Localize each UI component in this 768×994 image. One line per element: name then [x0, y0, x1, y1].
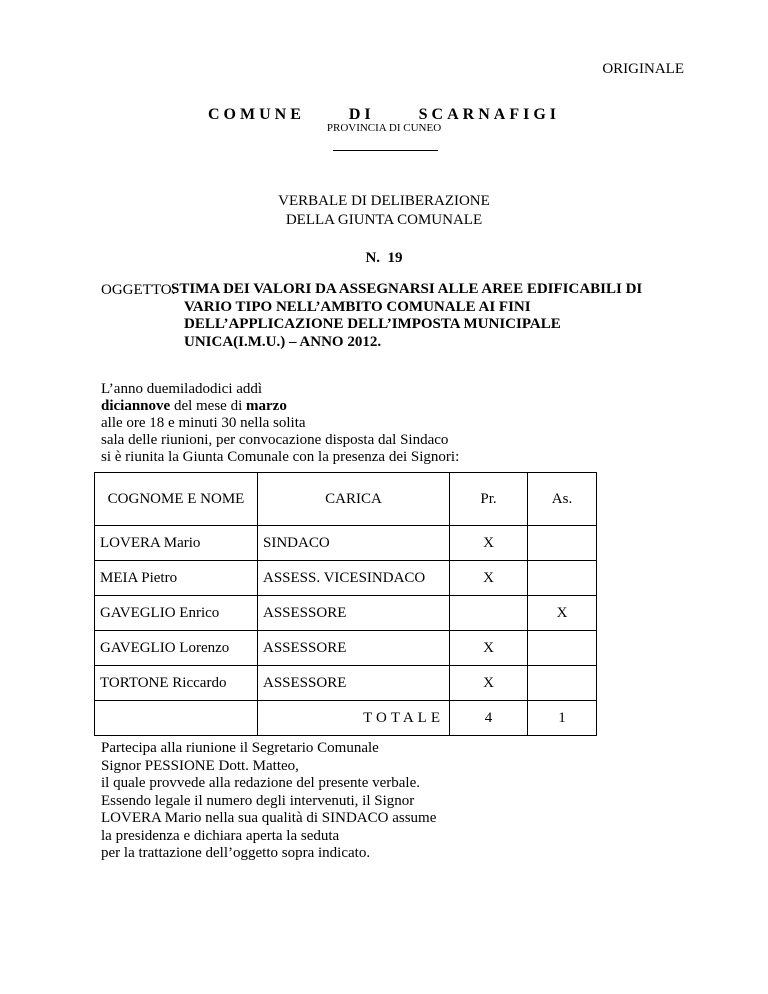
- table-row: [95, 561, 597, 596]
- document-title: [0, 192, 768, 230]
- member-role: ASSESS. VICESINDACO: [258, 561, 450, 596]
- intro-line: si è riunita la Giunta Comunale con la presenza dei Signori:: [101, 449, 460, 465]
- member-present: X: [450, 666, 528, 701]
- member-name: MEIA Pietro: [95, 561, 258, 596]
- total-empty-cell: [95, 701, 258, 736]
- intro-month-prefix: del mese di: [170, 398, 247, 414]
- closing-line: il quale provvede alla redazione del presente verbale.: [101, 775, 421, 791]
- member-name: TORTONE Riccardo: [95, 666, 258, 701]
- header-cell-absent: As.: [528, 473, 597, 526]
- header-cell-name: COGNOME E NOME: [95, 473, 258, 526]
- closing-line: Signor PESSIONE Dott. Matteo,: [101, 757, 299, 774]
- member-role: ASSESSORE: [258, 631, 450, 666]
- member-name: LOVERA Mario: [95, 526, 258, 561]
- meeting-intro: [101, 381, 701, 466]
- member-present: X: [450, 561, 528, 596]
- header-cell-role: CARICA: [258, 473, 450, 526]
- closing-line: Essendo legale il numero degli intervenuti, il Signor: [101, 792, 415, 809]
- total-label: TOTALE: [258, 701, 450, 736]
- header-divider: [333, 150, 438, 151]
- closing-paragraph: [101, 740, 701, 863]
- total-absent: 1: [528, 701, 597, 736]
- total-present: 4: [450, 701, 528, 736]
- member-present: X: [450, 526, 528, 561]
- member-name: GAVEGLIO Lorenzo: [95, 631, 258, 666]
- member-absent: [528, 666, 597, 701]
- member-absent: [528, 526, 597, 561]
- member-role: SINDACO: [258, 526, 450, 561]
- subject-text: [171, 281, 704, 351]
- intro-line: sala delle riunioni, per convocazione disposta dal Sindaco: [101, 432, 449, 448]
- member-absent: [528, 631, 597, 666]
- header-cell-present: Pr.: [450, 473, 528, 526]
- subject-label: OGGETTO:: [101, 282, 176, 298]
- member-present: X: [450, 631, 528, 666]
- member-role: ASSESSORE: [258, 666, 450, 701]
- title-line-2: DELLA GIUNTA COMUNALE: [285, 212, 483, 228]
- member-present: [450, 596, 528, 631]
- member-role: ASSESSORE: [258, 596, 450, 631]
- table-total-row: [95, 701, 597, 736]
- table-row: [95, 631, 597, 666]
- deliberation-number: N. 19: [365, 250, 403, 266]
- closing-line: per la trattazione dell’oggetto sopra indicato.: [101, 845, 371, 861]
- subject-line: VARIO TIPO NELL’AMBITO COMUNALE AI FINI: [184, 298, 531, 315]
- province-name: PROVINCIA DI CUNEO: [326, 122, 442, 134]
- intro-month: marzo: [246, 398, 287, 414]
- table-row: [95, 596, 597, 631]
- closing-line: Partecipa alla riunione il Segretario Comunale: [101, 740, 379, 756]
- title-line-1: VERBALE DI DELIBERAZIONE: [278, 193, 490, 209]
- closing-line: LOVERA Mario nella sua qualità di SINDACO assume: [101, 810, 437, 826]
- member-name: GAVEGLIO Enrico: [95, 596, 258, 631]
- member-absent: [528, 561, 597, 596]
- table-row: [95, 526, 597, 561]
- intro-day: diciannove: [101, 398, 171, 414]
- intro-line: L’anno duemiladodici addì: [101, 381, 263, 397]
- document-copy-label: ORIGINALE: [602, 61, 684, 77]
- closing-line: la presidenza e dichiara aperta la seduta: [101, 827, 340, 844]
- municipality-name: COMUNE DI SCARNAFIGI: [207, 106, 560, 123]
- member-absent: X: [528, 596, 597, 631]
- subject-line: DELL’APPLICAZIONE DELL’IMPOSTA MUNICIPALE: [184, 316, 561, 332]
- subject-line: UNICA(I.M.U.) – ANNO 2012.: [184, 333, 382, 350]
- attendance-table: [94, 472, 597, 736]
- subject-line: STIMA DEI VALORI DA ASSEGNARSI ALLE AREE EDIFICABILI DI: [171, 281, 643, 297]
- table-row: [95, 666, 597, 701]
- intro-date-line: [101, 398, 701, 415]
- table-header-row: [95, 473, 597, 526]
- intro-line: alle ore 18 e minuti 30 nella solita: [101, 415, 306, 431]
